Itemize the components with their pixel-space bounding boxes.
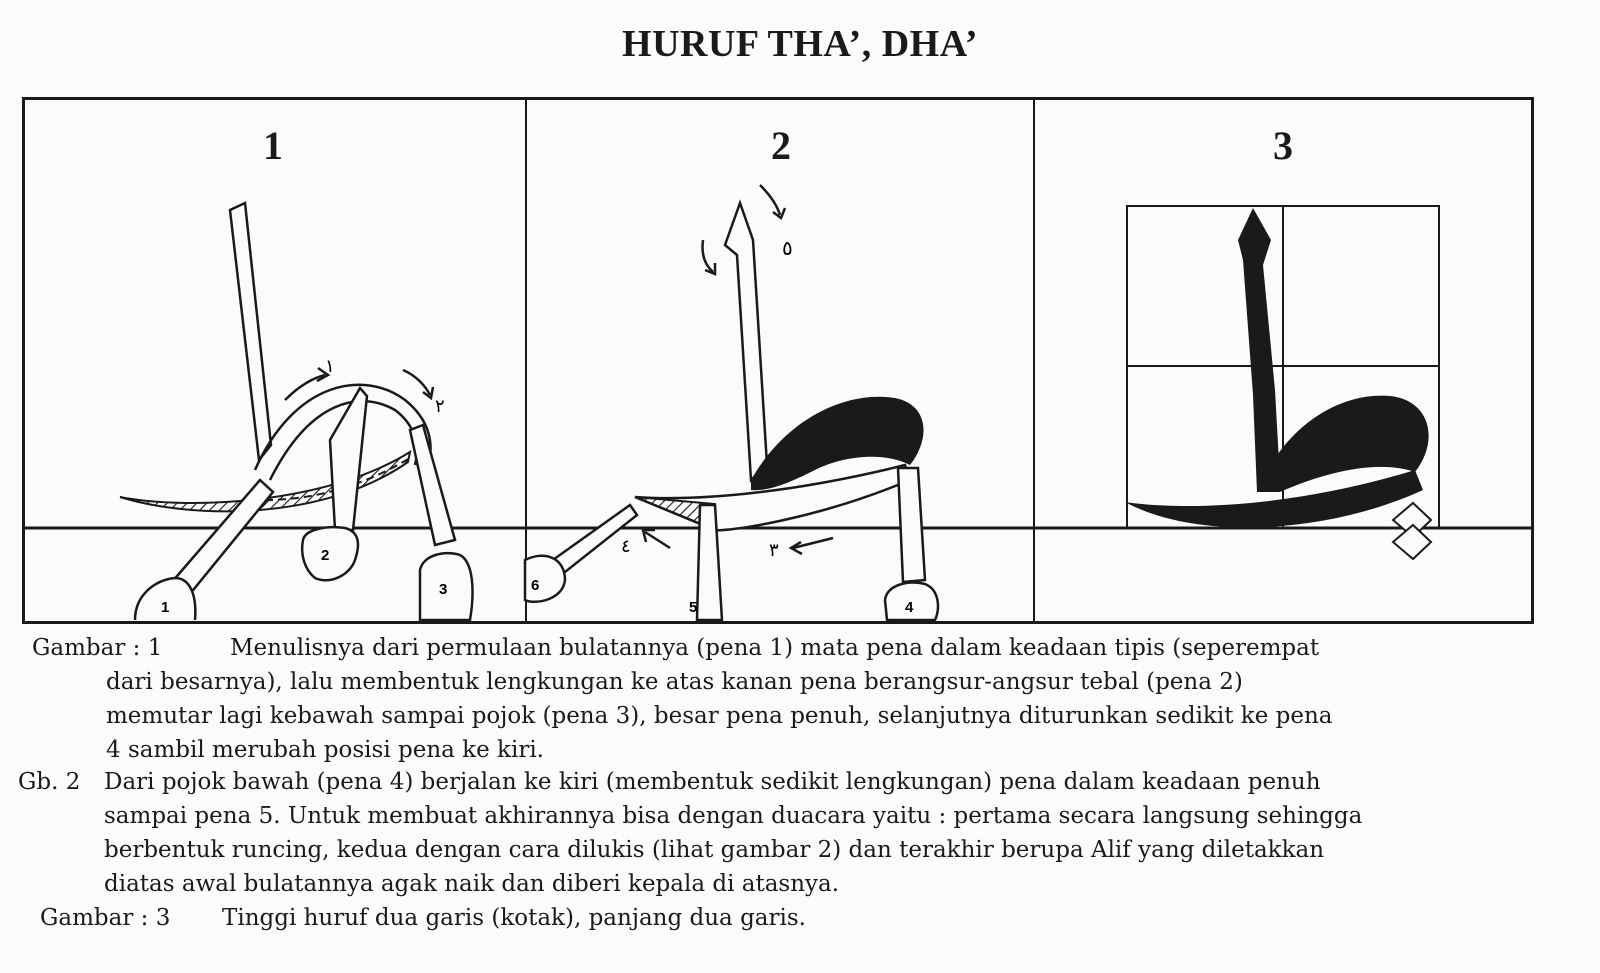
pen-label-4: 4 [905, 599, 914, 616]
panel-number-2: 2 [771, 123, 791, 168]
caption-gb-2-line: Dari pojok bawah (pena 4) berjalan ke kiri (membentuk sedikit lengkungan) pena dalam keadaan penuh [104, 769, 1321, 795]
panel-2-drawing [525, 185, 938, 620]
page-title: HURUF THA’, DHA’ [622, 23, 978, 65]
caption-gb-2-label: Gb. 2 [18, 769, 81, 795]
pen-label-6: 6 [531, 577, 540, 594]
pen-label-5: 5 [689, 599, 698, 616]
pen-hand-2-icon [302, 527, 358, 580]
caption-gambar-1-line: Menulisnya dari permulaan bulatannya (pena 1) mata pena dalam keadaan tipis (seperempat [230, 635, 1320, 661]
caption-gambar-3-line: Tinggi huruf dua garis (kotak), panjang dua garis. [222, 905, 806, 931]
caption-gambar-1-line: memutar lagi kebawah sampai pojok (pena 3), besar pena penuh, selanjutnya diturunkan sedikit ke pena [106, 703, 1333, 729]
caption-gb-2-line: diatas awal bulatannya agak naik dan diberi kepala di atasnya. [104, 871, 840, 897]
pen-width-diamond [1393, 525, 1431, 559]
arrow-label-5: ٥ [782, 236, 793, 260]
pen-label-1: 1 [161, 599, 170, 616]
arrow-label-2: ٢ [435, 396, 445, 417]
pen-label-2: 2 [321, 547, 330, 564]
pen-stroke-icon [230, 203, 271, 460]
figure-frame [22, 97, 1534, 624]
caption-gambar-1-line: 4 sambil merubah posisi pena ke kiri. [106, 737, 544, 763]
caption-gambar-3-label: Gambar : 3 [40, 905, 171, 931]
caption-gambar-1-line: dari besarnya), lalu membentuk lengkungan ke atas kanan pena berangsur-angsur tebal (pena 2) [106, 669, 1243, 695]
panel-1-drawing [120, 203, 473, 620]
arrow-label-3: ٣ [769, 540, 779, 561]
panel-number-3: 3 [1273, 123, 1293, 168]
arrow-label-1: ١ [325, 356, 335, 377]
arrow-label-4: ٤ [621, 536, 631, 557]
caption-gambar-1-label: Gambar : 1 [32, 635, 163, 661]
pen-label-3: 3 [439, 581, 448, 598]
tha-alif-stroke [1238, 208, 1280, 492]
panel-number-1: 1 [263, 123, 283, 168]
caption-gb-2-line: sampai pena 5. Untuk membuat akhirannya bisa dengan duacara yaitu : pertama secara langsung sehingga [104, 803, 1363, 829]
calligraphy-illustration [25, 100, 1531, 621]
caption-gb-2-line: berbentuk runcing, kedua dengan cara dilukis (lihat gambar 2) dan terakhir berupa Alif yang diletakkan [104, 837, 1325, 863]
panel-3-drawing [1125, 206, 1439, 559]
